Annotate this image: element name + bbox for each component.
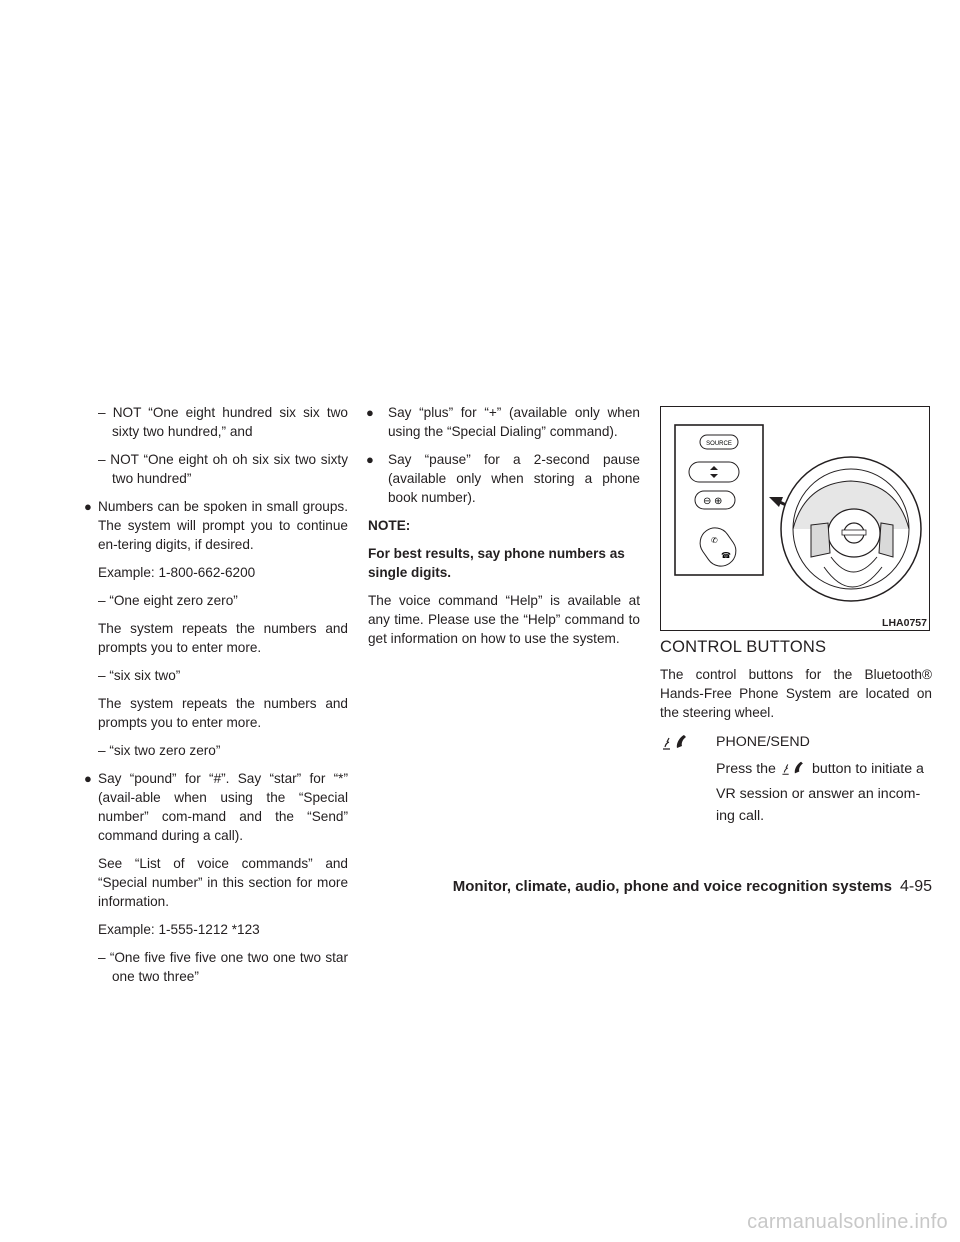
- footer-section-title: Monitor, climate, audio, phone and voice recognition systems: [452, 878, 892, 895]
- body-text: See “List of voice commands” and “Special number” in this section for more information.: [98, 856, 348, 909]
- body-text: The system repeats the numbers and prompts you to enter more.: [98, 696, 348, 730]
- body-text: The system repeats the numbers and prompts you to enter more.: [98, 621, 348, 655]
- dash-item: – “six two zero zero”: [98, 743, 221, 758]
- dash-item: – “One eight zero zero”: [98, 593, 238, 608]
- bullet-text: Say “plus” for “+” (available only when using the “Special Dialing” command).: [388, 405, 640, 439]
- section-title: CONTROL BUTTONS: [660, 638, 827, 656]
- help-text: The voice command “Help” is available at any time. Please use the “Help” command to get information on how to use the system.: [368, 593, 640, 646]
- intro-text: The control buttons for the Bluetooth® Hands-Free Phone System are located on the steering wheel.: [660, 667, 932, 720]
- figure-label: LHA0757: [882, 617, 927, 629]
- bullet-text: Say “pause” for a 2-second pause (available only when storing a phone book number).: [388, 452, 640, 505]
- phone-send-instructions: [716, 758, 926, 827]
- bullet-icon: ●: [366, 452, 374, 467]
- note-label: NOTE:: [368, 518, 411, 533]
- page-footer: [0, 877, 932, 897]
- phone-send-heading: PHONE/SEND: [716, 734, 810, 750]
- example-text: Example: 1-555-1212 *123: [98, 922, 260, 937]
- svg-text:⊖: ⊖: [703, 496, 712, 507]
- bullet-item: [86, 769, 348, 845]
- bullet-text: Say “pound” for “#”. Say “star” for “*” (avail-able when using the “Special number” com-mand and the “Send” command during a call).: [98, 771, 348, 843]
- phone-send-icon: [662, 733, 690, 756]
- bullet-icon: ●: [84, 771, 92, 786]
- column-left: [86, 403, 348, 995]
- example-text: Example: 1-800-662-6200: [98, 565, 256, 580]
- phone-send-icon: [780, 760, 808, 783]
- bullet-item: [368, 403, 640, 441]
- phone-send-description: [716, 731, 926, 827]
- svg-text:☎: ☎: [721, 551, 731, 560]
- column-right: [660, 637, 932, 824]
- dash-item: – “One five five five one two one two star one two three”: [98, 950, 348, 984]
- bullet-item: [86, 497, 348, 554]
- press-text: Press the: [716, 761, 776, 777]
- svg-text:✆: ✆: [711, 536, 718, 545]
- column-middle: [368, 403, 640, 657]
- source-label: SOURCE: [706, 441, 732, 447]
- bullet-icon: ●: [84, 499, 92, 514]
- dash-item: – “six six two”: [98, 668, 181, 683]
- bullet-icon: ●: [366, 405, 374, 420]
- bullet-text: Numbers can be spoken in small groups. The system will prompt you to continue en-tering digits, if desired.: [98, 499, 348, 552]
- press-text: button to initiate a VR session or answer an incom-ing call.: [716, 761, 924, 824]
- steering-wheel-controls-illustration: [661, 407, 929, 630]
- svg-text:⊕: ⊕: [714, 496, 723, 507]
- note-text: For best results, say phone numbers as single digits.: [368, 546, 625, 580]
- dash-item: – NOT “One eight oh oh six six two sixty two hundred”: [98, 452, 348, 486]
- phone-send-entry: [660, 731, 932, 824]
- bullet-item: [368, 450, 640, 507]
- watermark: carmanualsonline.info: [747, 1211, 948, 1233]
- steering-wheel-figure: [660, 406, 930, 631]
- page-number: 4-95: [899, 878, 932, 895]
- dash-item: – NOT “One eight hundred six six two sixty two hundred,” and: [98, 405, 348, 439]
